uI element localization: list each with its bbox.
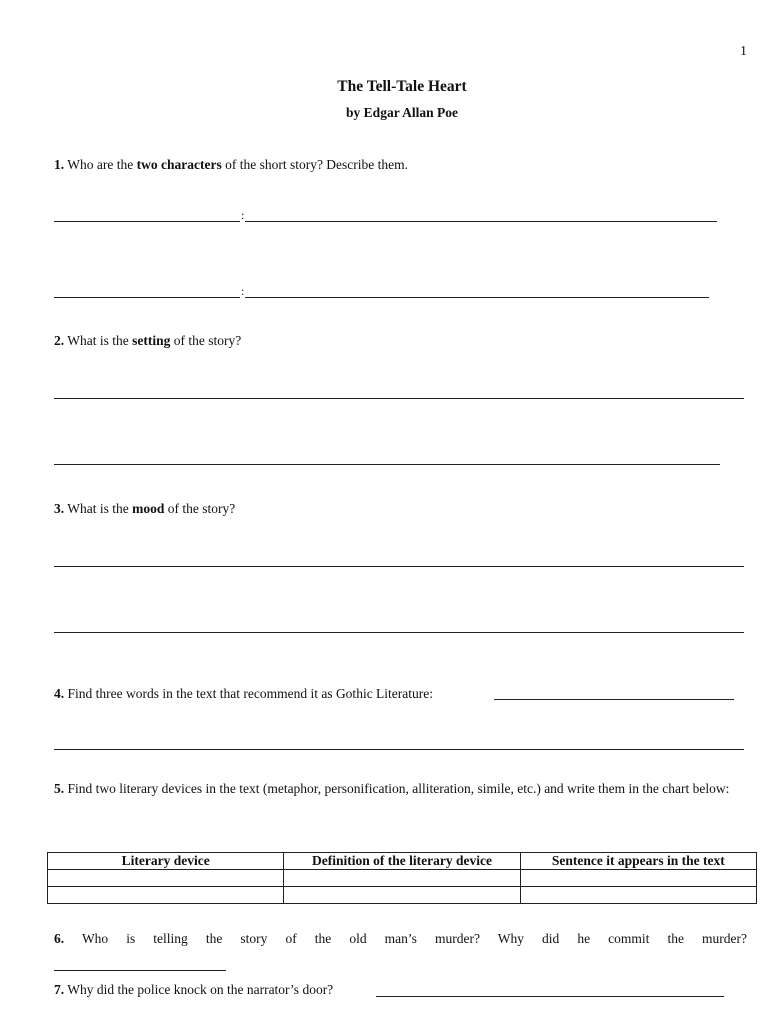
chart-header-row [48,853,757,870]
character-1-description-line[interactable] [245,221,717,222]
question-3 [54,499,235,519]
character-2-name-line[interactable] [54,297,240,298]
question-1-text-a: Who are the [64,157,137,172]
chart-header-sentence: Sentence it appears in the text [520,853,756,870]
chart-cell[interactable] [48,870,284,887]
chart-header-literary-device: Literary device [48,853,284,870]
question-4-number: 4. [54,686,65,701]
question-7-number: 7. [54,982,65,997]
character-2-separator: : [241,284,245,298]
question-4 [54,684,433,704]
mood-answer-line-1[interactable] [54,566,744,567]
chart-cell[interactable] [48,887,284,904]
gothic-words-answer-line[interactable] [54,749,744,750]
question-2 [54,331,241,351]
question-1-keyword: two characters [136,157,222,172]
setting-answer-line-2[interactable] [54,464,720,465]
gothic-words-inline-line[interactable] [494,699,734,700]
literary-devices-chart [47,852,757,904]
chart-cell[interactable] [520,887,756,904]
police-answer-line[interactable] [376,996,724,997]
worksheet-title: The Tell-Tale Heart [337,78,467,95]
character-1-name-line[interactable] [54,221,240,222]
question-2-keyword: setting [132,333,171,348]
question-2-text-b: of the story? [170,333,242,348]
mood-answer-line-2[interactable] [54,632,744,633]
question-6-text: Who is telling the story of the old man’s murder? Why did he commit the murder? [64,931,747,946]
page-number: 1 [740,44,747,59]
question-6 [54,929,747,949]
character-2-description-line[interactable] [245,297,709,298]
question-1-number: 1. [54,157,65,172]
question-2-text-a: What is the [64,333,133,348]
setting-answer-line-1[interactable] [54,398,744,399]
question-5 [54,776,747,801]
chart-cell[interactable] [284,870,520,887]
question-3-number: 3. [54,501,65,516]
chart-cell[interactable] [284,887,520,904]
question-5-number: 5. [54,781,65,796]
question-1-text-b: of the short story? Describe them. [221,157,409,172]
chart-row [48,870,757,887]
author-line: by Edgar Allan Poe [346,105,458,120]
chart-row [48,887,757,904]
question-4-text: Find three words in the text that recommend it as Gothic Literature: [64,686,434,701]
character-1-separator: : [241,208,245,222]
question-7-text: Why did the police knock on the narrator’s door? [64,982,334,997]
question-7 [54,980,333,1000]
chart-cell[interactable] [520,870,756,887]
chart-header-definition: Definition of the literary device [284,853,520,870]
question-2-number: 2. [54,333,65,348]
question-1 [54,155,408,175]
question-3-text-b: of the story? [164,501,236,516]
question-5-text: Find two literary devices in the text (metaphor, personification, alliteration, simile, etc.) and write them in the chart below: [64,781,730,796]
question-6-number: 6. [54,931,65,946]
narrator-answer-line[interactable] [54,970,226,971]
question-3-keyword: mood [132,501,165,516]
question-3-text-a: What is the [64,501,133,516]
